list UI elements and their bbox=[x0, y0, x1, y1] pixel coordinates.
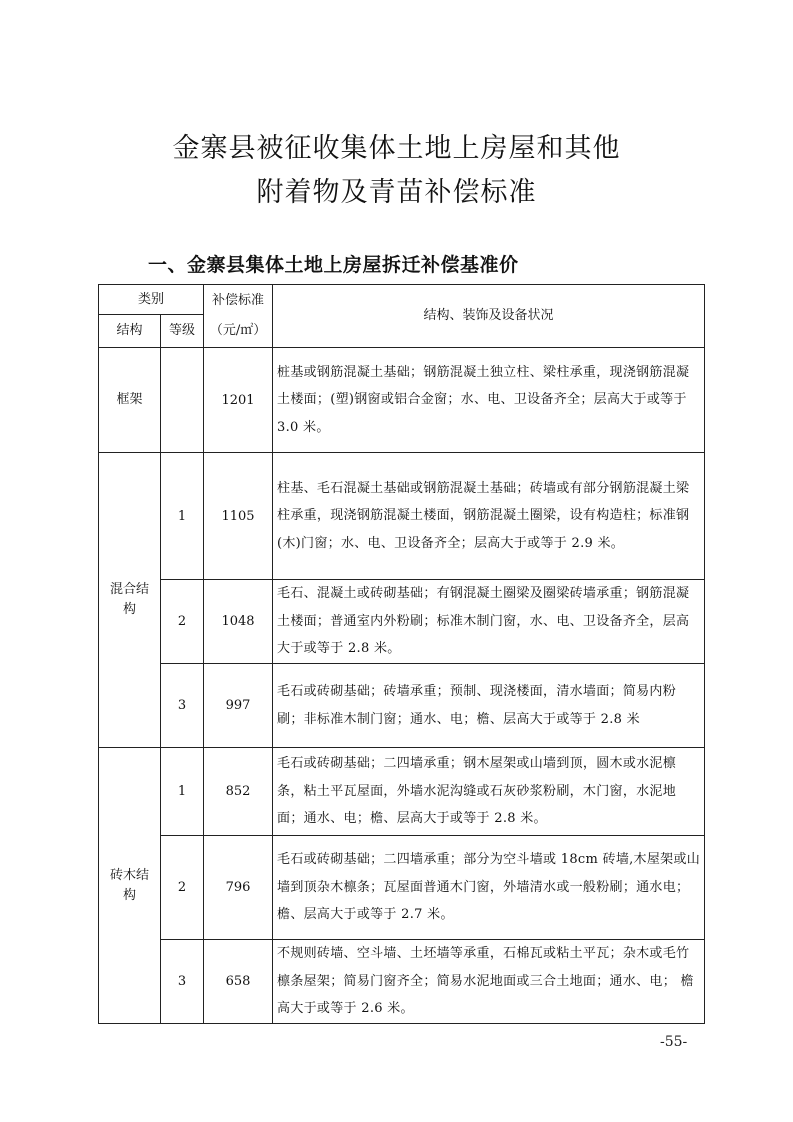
document-title-line2: 附着物及青苗补偿标准 bbox=[256, 177, 537, 208]
table-row bbox=[99, 348, 705, 453]
price-cell: 1105 bbox=[204, 453, 273, 580]
grade-cell: 3 bbox=[161, 940, 204, 1024]
header-standard bbox=[204, 285, 273, 348]
table-row bbox=[99, 453, 705, 580]
grade-cell: 1 bbox=[161, 748, 204, 836]
page-number: -55- bbox=[660, 1034, 688, 1050]
description-cell: 毛石或砖砌基础；二四墙承重；部分为空斗墙或 18cm 砖墙,木屋架或山墙到顶杂木檩条；瓦屋面普通木门窗，外墙清水或一般粉刷；通水电；檐、层高大于或等于 2.7 米。 bbox=[273, 836, 705, 940]
structure-cell bbox=[99, 748, 161, 1024]
structure-label: 混合结构 bbox=[109, 582, 149, 617]
grade-cell: 3 bbox=[161, 664, 204, 748]
header-standard-line1: 补偿标准 bbox=[212, 293, 265, 308]
price-cell: 796 bbox=[204, 836, 273, 940]
table-row bbox=[99, 580, 705, 664]
structure-label: 框架 bbox=[116, 392, 143, 407]
description-cell: 桩基或钢筋混凝土基础；钢筋混凝土独立柱、梁柱承重，现浇钢筋混凝土楼面；(塑)钢窗或铝合金窗；水、电、卫设备齐全；层高大于或等于 3.0 米。 bbox=[273, 348, 705, 453]
header-description: 结构、装饰及设备状况 bbox=[273, 285, 705, 348]
header-grade: 等级 bbox=[161, 315, 204, 348]
header-category: 类别 bbox=[99, 285, 204, 315]
price-cell: 997 bbox=[204, 664, 273, 748]
structure-cell bbox=[99, 453, 161, 748]
structure-cell bbox=[99, 348, 161, 453]
grade-cell: 2 bbox=[161, 580, 204, 664]
grade-cell bbox=[161, 348, 204, 453]
description-cell: 柱基、毛石混凝土基础或钢筋混凝土基础；砖墙或有部分钢筋混凝土梁柱承重，现浇钢筋混凝土楼面，钢筋混凝土圈梁，设有构造柱；标准钢(木)门窗；水、电、卫设备齐全；层高大于或等于 2.9 米。 bbox=[273, 453, 705, 580]
description-cell: 毛石、混凝土或砖砌基础；有钢混凝土圈梁及圈梁砖墙承重；钢筋混凝土楼面；普通室内外粉刷；标准木制门窗，水、电、卫设备齐全，层高大于或等于 2.8 米。 bbox=[273, 580, 705, 664]
price-cell: 852 bbox=[204, 748, 273, 836]
price-cell: 1048 bbox=[204, 580, 273, 664]
table-row bbox=[99, 748, 705, 836]
header-structure: 结构 bbox=[99, 315, 161, 348]
table-row bbox=[99, 836, 705, 940]
header-standard-unit: （元/㎡） bbox=[209, 323, 267, 338]
price-cell: 658 bbox=[204, 940, 273, 1024]
section-heading: 一、金寨县集体土地上房屋拆迁补偿基准价 bbox=[148, 254, 519, 276]
description-cell: 毛石或砖砌基础；二四墙承重；钢木屋架或山墙到顶，圆木或水泥檩条，粘土平瓦屋面，外墙水泥沟缝或石灰砂浆粉刷，木门窗，水泥地面；通水、电；檐、层高大于或等于 2.8 米。 bbox=[273, 748, 705, 836]
document-title-line1: 金寨县被征收集体土地上房屋和其他 bbox=[172, 133, 621, 164]
grade-cell: 1 bbox=[161, 453, 204, 580]
header-row-1 bbox=[99, 285, 705, 315]
table-row bbox=[99, 664, 705, 748]
description-cell: 不规则砖墙、空斗墙、土坯墙等承重，石棉瓦或粘土平瓦；杂木或毛竹檩条屋架；简易门窗齐全；简易水泥地面或三合土地面；通水、电； 檐高大于或等于 2.6 米。 bbox=[273, 940, 705, 1024]
description-cell: 毛石或砖砌基础；砖墙承重；预制、现浇楼面，清水墙面；简易内粉刷；非标准木制门窗；通水、电；檐、层高大于或等于 2.8 米 bbox=[273, 664, 705, 748]
compensation-table bbox=[98, 284, 705, 1024]
table-row bbox=[99, 940, 705, 1024]
grade-cell: 2 bbox=[161, 836, 204, 940]
structure-label: 砖木结构 bbox=[109, 867, 149, 903]
price-cell: 1201 bbox=[204, 348, 273, 453]
